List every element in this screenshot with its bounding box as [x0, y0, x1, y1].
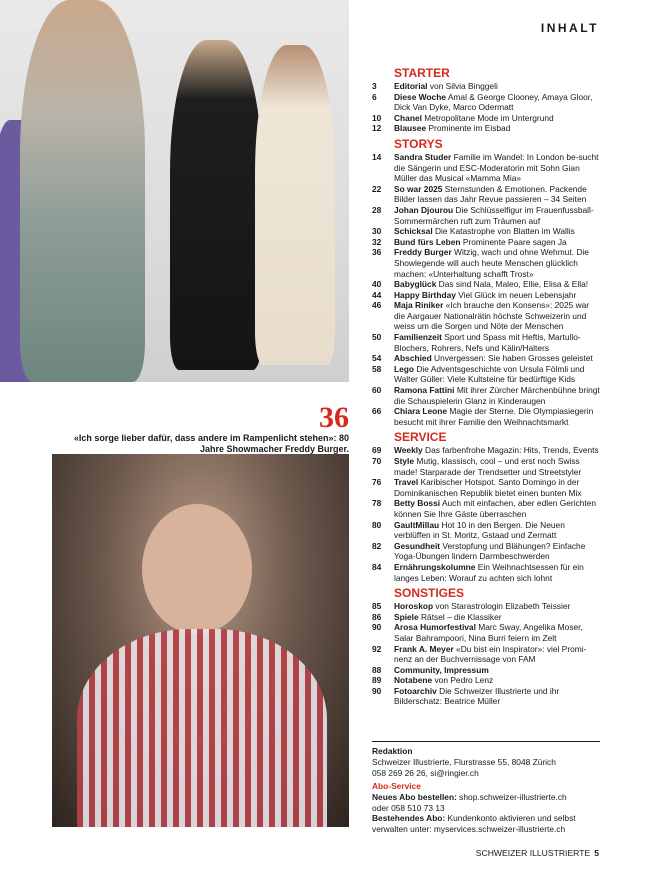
entry-name: Ernährungskolumne: [394, 561, 476, 572]
toc-entry[interactable]: [372, 622, 600, 643]
entry-text: Verstopfung und Blähungen? Einfache Yoga-Übungen lindern Darmbeschwerden: [394, 540, 586, 562]
entry-text: Prominente Paare sagen Ja: [460, 236, 567, 247]
woman-white-dress: [255, 45, 335, 365]
section-title-starter: STARTER: [394, 66, 450, 80]
toc-entry[interactable]: [372, 113, 600, 124]
entry-name: So war 2025: [394, 183, 443, 194]
abo-existing-label: Bestehendes Abo:: [372, 813, 446, 824]
table-of-contents: [372, 63, 600, 707]
entry-page: 22: [372, 183, 382, 194]
entry-text: Die Katastrophe von Blatten im Wallis: [432, 226, 575, 237]
entry-text: von Pedro Lenz: [432, 675, 494, 686]
entry-page: 46: [372, 300, 382, 311]
toc-section: [372, 137, 600, 427]
section-title-storys: STORYS: [394, 136, 443, 151]
toc-entry[interactable]: [372, 290, 600, 301]
toc-entry[interactable]: [372, 498, 600, 519]
redaktion-title: Redaktion: [372, 746, 413, 756]
entry-page: 92: [372, 643, 382, 654]
entry-name: Happy Birthday: [394, 289, 456, 300]
toc-section: [372, 66, 600, 134]
entry-name: Sandra Studer: [394, 151, 452, 162]
freddy-burger-portrait: [52, 454, 349, 827]
entry-name: Johan Djourou: [394, 204, 454, 215]
entry-page: 90: [372, 622, 382, 633]
teaser-page-number: 36: [319, 401, 349, 434]
toc-entry[interactable]: [372, 675, 600, 686]
toc-entry[interactable]: [372, 477, 600, 498]
page-number: 5: [594, 848, 599, 858]
portrait-checked-shirt: [77, 629, 327, 827]
entry-page: 54: [372, 353, 382, 364]
entry-name: Notabene: [394, 675, 433, 686]
entry-text: von Starastrologin Elizabeth Teissier: [433, 601, 571, 612]
entry-name: Frank A. Meyer: [394, 643, 454, 654]
toc-entry[interactable]: [372, 665, 600, 676]
abo-new-label: Neues Abo bestellen:: [372, 792, 457, 803]
entry-name: Blausee: [394, 123, 427, 134]
entry-name: Maja Riniker: [394, 300, 444, 311]
redaktion-address: Schweizer Illustrierte, Flurstrasse 55, 8048 Zürich: [372, 757, 556, 767]
top-celebrity-photo: [0, 0, 349, 382]
toc-entry[interactable]: [372, 541, 600, 562]
section-title-sonstiges: SONSTIGES: [394, 586, 465, 601]
woman-silver-gown: [20, 0, 145, 382]
entry-name: Spiele: [394, 611, 419, 622]
contact-info: [372, 741, 600, 835]
toc-section: [372, 430, 600, 583]
toc-entry[interactable]: [372, 612, 600, 623]
entry-text: Viel Glück im neuen Lebensjahr: [455, 289, 577, 300]
entry-name: Gesundheit: [394, 540, 441, 551]
entry-text: Die Adventsgeschichte von Ursula Fölmli und Walter Güller: Viele Kultsteine für bedürftige Kids: [394, 363, 585, 385]
page-footer: [476, 848, 599, 858]
entry-page: 78: [372, 498, 382, 509]
entry-page: 84: [372, 561, 382, 572]
entry-page: 76: [372, 477, 382, 488]
toc-entry[interactable]: [372, 81, 600, 92]
entry-text: «Du bist ein Inspirator»: viel Promi-nenz an der Buchvernissage von FAM: [394, 643, 587, 665]
abo-new[interactable]: [372, 792, 600, 803]
entry-page: 30: [372, 226, 382, 237]
entry-text: Die Schlüsselfigur im Frauenfussball-Sommermärchen ruft zum Träumen auf: [394, 204, 594, 226]
toc-entry[interactable]: [372, 385, 600, 406]
magazine-name: SCHWEIZER ILLUSTRIERTE: [475, 848, 591, 858]
teaser: [52, 401, 349, 455]
entry-name: Chanel: [394, 112, 422, 123]
abo-existing[interactable]: [372, 813, 600, 834]
entry-page: 85: [372, 601, 382, 612]
entry-text: Mit ihrer Zürcher Märchenbühne bringt die Schauspielerin Glanz in Kinderaugen: [394, 385, 600, 406]
toc-entry[interactable]: [372, 644, 600, 665]
abo-existing-value[interactable]: Kundenkonto aktivieren und selbst verwalten unter: myservices.schweizer-illustrierte.ch: [372, 813, 576, 834]
man-black-suit: [170, 40, 262, 370]
entry-name: Ramona Fattini: [394, 385, 455, 396]
toc-entry[interactable]: [372, 123, 600, 134]
entry-text: Ein Weihnachtsessen für ein langes Leben: Worauf zu achten sich lohnt: [394, 561, 584, 583]
toc-entry[interactable]: [372, 152, 600, 184]
toc-entry[interactable]: [372, 247, 600, 279]
entry-name: Style: [394, 456, 415, 466]
entry-name: Babyglück: [394, 279, 437, 290]
toc-entry[interactable]: [372, 205, 600, 226]
entry-page: 60: [372, 385, 382, 396]
entry-name: Betty Bossi: [394, 498, 441, 509]
entry-text: Magie der Sterne. Die Olympiasiegerin besucht mit ihrer Familie den Weihnachtsmarkt: [394, 406, 594, 427]
entry-text: Prominente im Eisbad: [426, 123, 511, 134]
toc-entry[interactable]: [372, 226, 600, 237]
toc-entry[interactable]: [372, 406, 600, 427]
toc-entry[interactable]: [372, 562, 600, 583]
entry-page: 36: [372, 247, 382, 258]
toc-entry[interactable]: [372, 520, 600, 541]
entry-text: «Ich brauche den Konsens»: 2025 war die Aargauer Nationalrätin höchste Schweizerin und weiss um die Sorgen und Nöte der Menschen: [394, 300, 590, 332]
entry-page: 32: [372, 236, 382, 247]
entry-name: Travel: [394, 477, 419, 488]
toc-entry[interactable]: [372, 445, 600, 456]
entry-name: Community, Impressum: [394, 664, 489, 675]
entry-page: 88: [372, 664, 382, 675]
toc-entry[interactable]: [372, 686, 600, 707]
toc-entry[interactable]: [372, 353, 600, 364]
entry-text: Marc Sway, Angelika Moser, Salar Bahrampoori, Nina Burri feiern im Zelt: [394, 622, 583, 643]
page-section-label: INHALT: [540, 21, 599, 35]
entry-name: Editorial: [394, 81, 428, 91]
entry-page: 50: [372, 332, 382, 343]
entry-page: 40: [372, 279, 382, 290]
abo-new-value[interactable]: shop.schweizer-illustrierte.ch: [456, 792, 567, 803]
entry-page: 14: [372, 151, 382, 162]
entry-text: Amal & George Clooney, Amaya Gloor, Dick Van Dyke, Marco Odermatt: [394, 91, 593, 113]
entry-page: 12: [372, 123, 382, 134]
toc-entry[interactable]: [372, 601, 600, 612]
entry-text: Witzig, wach und ohne Wehmut. Die Showlegende will auch heute Menschen glücklich machen: «Unterhaltung schafft Trost»: [394, 247, 589, 279]
abo-phone: oder 058 510 73 13: [372, 802, 445, 813]
entry-name: Bund fürs Leben: [394, 236, 461, 247]
entry-name: Abschied: [394, 353, 432, 364]
entry-page: 10: [372, 112, 382, 123]
entry-name: Arosa Humorfestival: [394, 622, 476, 633]
entry-text: Karibischer Hotspot. Santo Domingo in der Dominikanischen Republik bietet einen bunten Mix: [394, 477, 582, 498]
entry-name: Familienzeit: [394, 332, 442, 343]
entry-name: Weekly: [394, 445, 423, 456]
entry-text: Mutig, klassisch, cool – und erst noch Swiss made! Starparade der Trendsetter und Streetstyler: [394, 456, 582, 477]
entry-text: Die Schweizer Illustrierte und ihr Bilderschatz: Beatrice Müller: [394, 685, 560, 707]
entry-name: Lego: [394, 363, 415, 374]
toc-entry[interactable]: [372, 456, 600, 477]
section-title-service: SERVICE: [394, 430, 447, 445]
entry-page: 86: [372, 611, 382, 622]
toc-entry[interactable]: [372, 332, 600, 353]
entry-page: 69: [372, 445, 382, 456]
entry-page: 44: [372, 289, 382, 300]
entry-name: Horoskop: [394, 601, 434, 612]
entry-text: Familie im Wandel: In London be-sucht die Sängerin und ESC-Moderatorin mit Sohn Gian Müller das Musical «Mamma Mia»: [394, 151, 599, 184]
entry-text: Auch mit einfachen, aber edlen Gerichten können Sie Ihre Gäste überraschen: [394, 498, 597, 519]
entry-page: 28: [372, 204, 382, 215]
entry-page: 58: [372, 363, 382, 374]
entry-text: Unvergessen: Sie haben Grosses geleistet: [431, 353, 593, 364]
toc-entry[interactable]: [372, 364, 600, 385]
entry-name: Freddy Burger: [394, 247, 452, 258]
abo-title: Abo-Service: [372, 781, 421, 792]
entry-page: 70: [372, 456, 382, 466]
entry-page: 6: [372, 91, 377, 102]
redaktion-contact[interactable]: 058 269 26 26, si@ringier.ch: [372, 767, 479, 778]
toc-entry[interactable]: [372, 300, 600, 332]
entry-text: Das farbenfrohe Magazin: Hits, Trends, Events: [422, 445, 599, 456]
entry-page: 89: [372, 675, 382, 686]
toc-entry[interactable]: [372, 237, 600, 248]
entry-name: Fotoarchiv: [394, 685, 437, 696]
entry-text: Sport und Spass mit Heftis, Martullo-Blochers, Rohrers, Nefs und Kälin/Halters: [394, 332, 581, 353]
entry-name: Diese Woche: [394, 91, 446, 102]
entry-page: 80: [372, 519, 382, 530]
entry-text: Sternstunden & Emotionen. Packende Bilder lassen das Jahr Revue passieren – 34 Seiten: [394, 183, 587, 205]
toc-entry[interactable]: [372, 184, 600, 205]
toc-entry[interactable]: [372, 92, 600, 113]
entry-text: Metropolitane Mode im Untergrund: [421, 112, 554, 123]
entry-text: Hot 10 in den Bergen. Die Neuen verblüffen in St. Moritz, Gstaad und Zermatt: [394, 519, 565, 541]
entry-page: 90: [372, 685, 382, 696]
entry-name: Schicksal: [394, 226, 433, 237]
teaser-quote: «Ich sorge lieber dafür, dass andere im Rampenlicht stehen»: 80 Jahre Showmacher Freddy Burger.: [73, 433, 349, 454]
entry-page: 3: [372, 81, 377, 91]
entry-text: Das sind Nala, Maleo, Ellie, Elisa & Ella!: [436, 279, 589, 290]
entry-page: 82: [372, 540, 382, 551]
entry-name: Chiara Leone: [394, 406, 448, 417]
entry-page: 66: [372, 406, 382, 417]
entry-name: GaultMillau: [394, 519, 440, 530]
toc-entry[interactable]: [372, 279, 600, 290]
entry-text: Rätsel – die Klassiker: [418, 611, 502, 622]
portrait-head: [142, 504, 252, 634]
toc-section: [372, 586, 600, 707]
entry-text: von Silvia Binggeli: [427, 81, 498, 91]
